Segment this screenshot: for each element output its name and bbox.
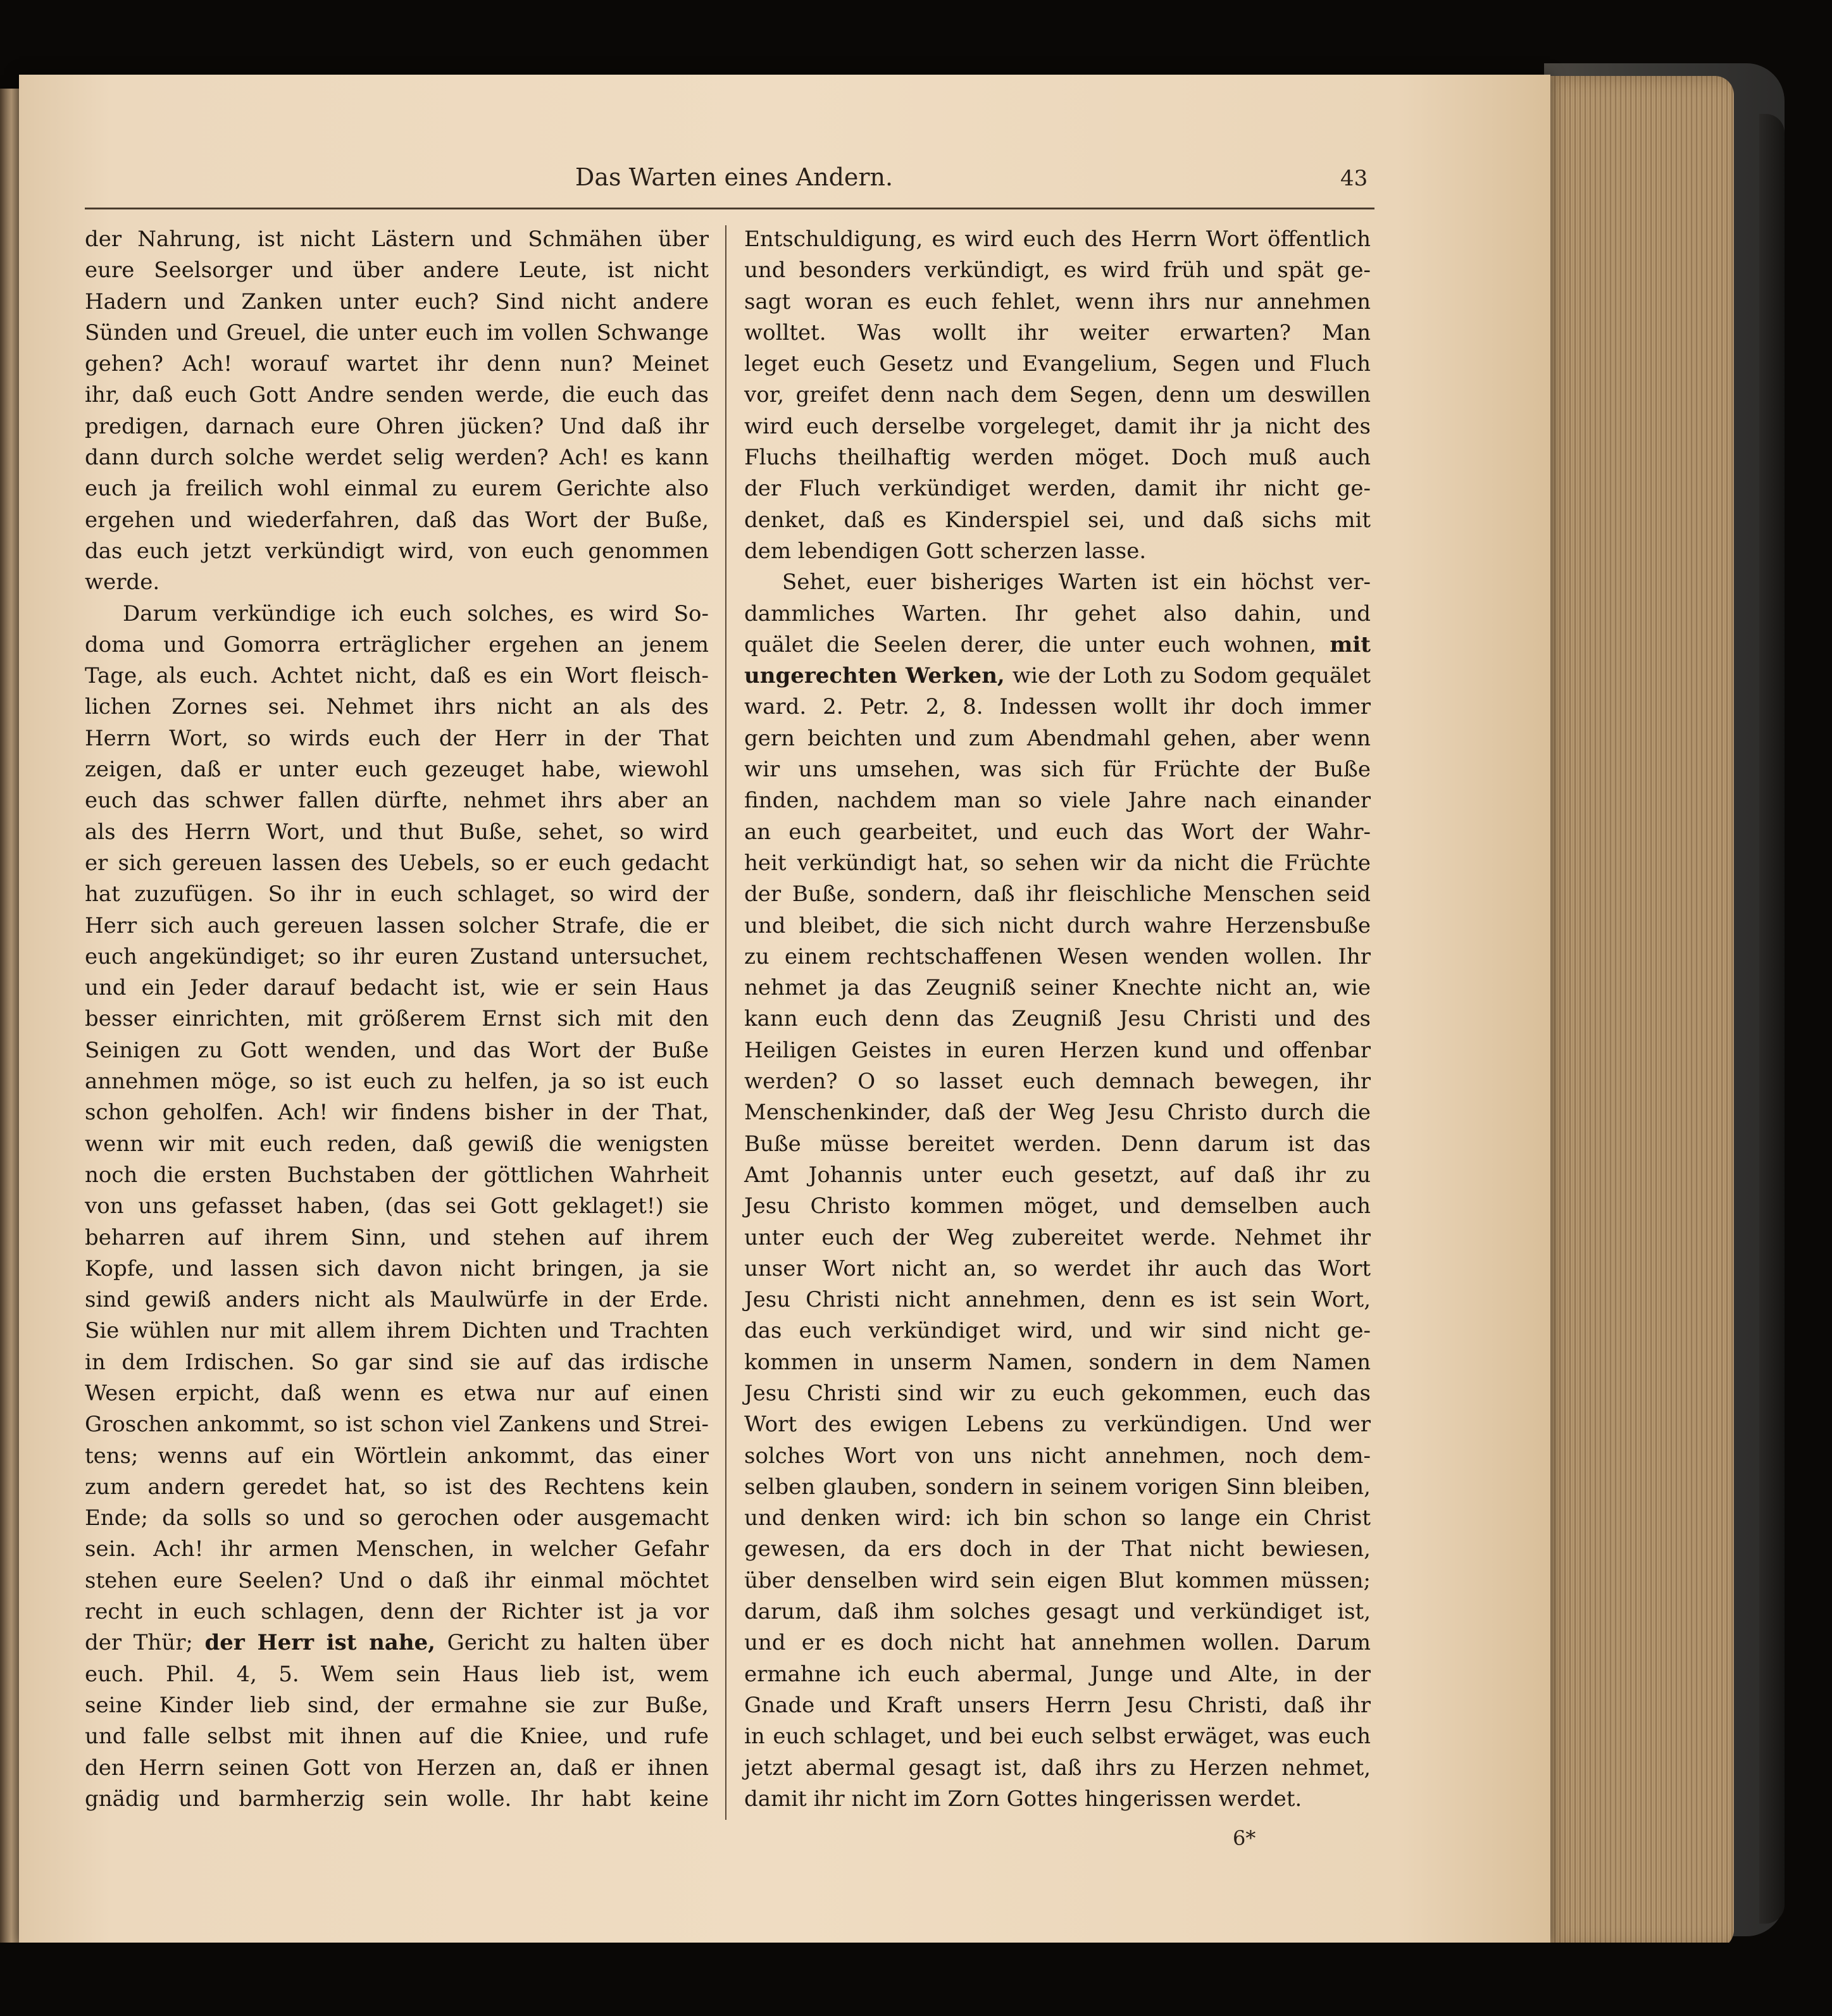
text-line: zum andern geredet hat, so ist des Rechtens kein (85, 1474, 709, 1500)
text-line: Sünden und Greuel, die unter euch im vollen Schwange (85, 320, 709, 345)
right-column (744, 224, 1371, 1815)
text-line: und ein Jeder darauf bedacht ist, wie er sein Haus (85, 975, 709, 1001)
text-line: lichen Zornes sei. Nehmet ihrs nicht an als des (85, 694, 709, 720)
text-line: gehen? Ach! worauf wartet ihr denn nun? Meinet (85, 351, 709, 377)
text-line: selben glauben, sondern in seinem vorigen Sinn bleiben, (744, 1474, 1371, 1500)
text-line: und bleibet, die sich nicht durch wahre Herzensbuße (744, 912, 1371, 938)
text-line: werden? O so lasset euch demnach bewegen, ihr (744, 1069, 1371, 1095)
text-line: gnädig und barmherzig sein wolle. Ihr habt keine (85, 1786, 709, 1812)
text-line: wird euch derselbe vorgeleget, damit ihr ja nicht des (744, 413, 1371, 439)
text-segment: quälet die Seelen derer, die unter euch wohnen, (744, 632, 1317, 657)
text-line: dem lebendigen Gott scherzen lasse. (744, 538, 1147, 564)
text-line-with-emphasis (744, 661, 1371, 692)
text-line: Jesu Christo kommen möget, und demselben auch (744, 1193, 1371, 1219)
text-line: darum, daß ihm solches gesagt und verkündiget ist, (744, 1599, 1371, 1625)
text-line: das euch jetzt verkündigt wird, von euch genommen (85, 538, 709, 564)
text-line: hat zuzufügen. So ihr in euch schlaget, so wird der (85, 881, 709, 907)
text-line: an euch gearbeitet, und euch das Wort der Wahr- (744, 819, 1371, 845)
text-line: euch das schwer fallen dürfte, nehmet ihrs aber an (85, 788, 709, 814)
text-line: Tage, als euch. Achtet nicht, daß es ein Wort fleisch- (85, 663, 709, 689)
text-line: wolltet. Was wollt ihr weiter erwarten? Man (744, 320, 1371, 345)
text-line: der Buße, sondern, daß ihr fleischliche Menschen seid (744, 881, 1371, 907)
text-line: euch angekündiget; so ihr euren Zustand untersuchet, (85, 943, 709, 969)
text-line: Wort des ewigen Lebens zu verkündigen. Und wer (744, 1412, 1371, 1438)
text-line: Hadern und Zanken unter euch? Sind nicht andere (85, 289, 709, 314)
text-line: schon geholfen. Ach! wir findens bisher in der That, (85, 1100, 709, 1126)
background-bottom (0, 1943, 1832, 2016)
text-line: Groschen ankommt, so ist schon viel Zankens und Strei- (85, 1412, 709, 1438)
text-line: Darum verkündige ich euch solches, es wird So- (123, 600, 709, 626)
text-line: Seinigen zu Gott wenden, und das Wort der Buße (85, 1037, 709, 1063)
text-line: kommen in unserm Namen, sondern in dem Namen (744, 1349, 1371, 1375)
left-column (85, 224, 709, 1815)
text-line: wir uns umsehen, was sich für Früchte der Buße (744, 757, 1371, 783)
text-line: Sehet, euer bisheriges Warten ist ein höchst ver- (782, 569, 1371, 595)
text-line: jetzt abermal gesagt ist, daß ihrs zu Herzen nehmet, (744, 1755, 1371, 1781)
text-line: Herr sich auch gereuen lassen solcher Strafe, die er (85, 912, 709, 938)
facing-page-edge (0, 89, 19, 1962)
text-line: sind gewiß anders nicht als Maulwürfe in der Erde. (85, 1287, 709, 1313)
text-line: von uns gefasset haben, (das sei Gott geklaget!) sie (85, 1193, 709, 1219)
text-line: dammliches Warten. Ihr gehet also dahin, und (744, 600, 1371, 626)
running-header-title: Das Warten eines Andern. (575, 163, 894, 191)
text-line: unter euch der Weg zubereitet werde. Nehmet ihr (744, 1224, 1371, 1250)
text-line: Jesu Christi sind wir zu euch gekommen, euch das (744, 1380, 1371, 1406)
text-line: heit verkündigt hat, so sehen wir da nicht die Früchte (744, 850, 1371, 876)
text-line: predigen, darnach eure Ohren jücken? Und daß ihr (85, 413, 709, 439)
column-divider (725, 225, 726, 1820)
text-segment: der Thür; (85, 1630, 193, 1656)
text-line: finden, nachdem man so viele Jahre nach einander (744, 788, 1371, 814)
text-line: der Nahrung, ist nicht Lästern und Schmähen über (85, 227, 709, 252)
text-line: Menschenkinder, daß der Weg Jesu Christo durch die (744, 1100, 1371, 1126)
text-line: denket, daß es Kinderspiel sei, und daß sichs mit (744, 507, 1371, 533)
text-line: unser Wort nicht an, so werdet ihr auch das Wort (744, 1255, 1371, 1281)
page-number: 43 (1340, 166, 1368, 191)
text-line: besser einrichten, mit größerem Ernst sich mit den (85, 1006, 709, 1032)
header-rule (85, 208, 1374, 209)
text-line: ergehen und wiederfahren, daß das Wort der Buße, (85, 507, 709, 533)
text-line: beharren auf ihrem Sinn, und stehen auf ihrem (85, 1224, 709, 1250)
text-line: dann durch solche werdet selig werden? Ach! es kann (85, 445, 709, 471)
signature-mark: 6* (1233, 1826, 1256, 1850)
text-line: und er es doch nicht hat annehmen wollen. Darum (744, 1630, 1371, 1656)
text-line-with-emphasis (85, 1627, 709, 1658)
text-line: und falle selbst mit ihnen auf die Kniee, und rufe (85, 1724, 709, 1750)
text-line: Wesen erpicht, daß wenn es etwa nur auf einen (85, 1380, 709, 1406)
text-line: solches Wort von uns nicht annehmen, noch dem- (744, 1443, 1371, 1469)
text-line: annehmen möge, so ist euch zu helfen, ja so ist euch (85, 1069, 709, 1095)
text-line: damit ihr nicht im Zorn Gottes hingerissen werdet. (744, 1786, 1302, 1812)
text-line: Buße müsse bereitet werden. Denn darum ist das (744, 1131, 1371, 1157)
text-line: Entschuldigung, es wird euch des Herrn Wort öffentlich (744, 227, 1371, 252)
text-line: nehmet ja das Zeugniß seiner Knechte nicht an, wie (744, 975, 1371, 1001)
text-line: tens; wenns auf ein Wörtlein ankommt, das einer (85, 1443, 709, 1469)
emphasis-text: ungerechten Werken, (744, 663, 1005, 689)
book-cover-edge (1759, 114, 1785, 1924)
text-line: ward. 2. Petr. 2, 8. Indessen wollt ihr doch immer (744, 694, 1371, 720)
text-line: über denselben wird sein eigen Blut kommen müssen; (744, 1567, 1371, 1593)
text-line: noch die ersten Buchstaben der göttlichen Wahrheit (85, 1162, 709, 1188)
text-line: doma und Gomorra erträglicher ergehen an jenem (85, 632, 709, 657)
text-line: seine Kinder lieb sind, der ermahne sie zur Buße, (85, 1692, 709, 1718)
text-line: in euch schlaget, und bei euch selbst erwäget, was euch (744, 1724, 1371, 1750)
text-line: kann euch denn das Zeugniß Jesu Christi und des (744, 1006, 1371, 1032)
text-line: ermahne ich euch abermal, Junge und Alte, in der (744, 1661, 1371, 1687)
text-line: Herrn Wort, so wirds euch der Herr in der That (85, 725, 709, 751)
text-line: Fluchs theilhaftig werden möget. Doch muß auch (744, 445, 1371, 471)
text-line: Kopfe, und lassen sich davon nicht bringen, ja sie (85, 1255, 709, 1281)
text-line: als des Herrn Wort, und thut Buße, sehet, so wird (85, 819, 709, 845)
text-line: Jesu Christi nicht annehmen, denn es ist sein Wort, (744, 1287, 1371, 1313)
text-line: wenn wir mit euch reden, daß gewiß die wenigsten (85, 1131, 709, 1157)
text-line: das euch verkündiget wird, und wir sind nicht ge- (744, 1318, 1371, 1344)
text-line-with-emphasis (744, 630, 1371, 661)
page-block-edges (1531, 76, 1734, 1949)
text-line: gern beichten und zum Abendmahl gehen, aber wenn (744, 725, 1371, 751)
text-line: vor, greifet denn nach dem Segen, denn um deswillen (744, 382, 1371, 408)
text-line: euch ja freilich wohl einmal zu eurem Gerichte also (85, 476, 709, 502)
text-line: sagt woran es euch fehlet, wenn ihrs nur annehmen (744, 289, 1371, 314)
text-line: Amt Johannis unter euch gesetzt, auf daß ihr zu (744, 1162, 1371, 1188)
text-line: ihr, daß euch Gott Andre senden werde, die euch das (85, 382, 709, 408)
text-line: in dem Irdischen. So gar sind sie auf das irdische (85, 1349, 709, 1375)
text-line: zu einem rechtschaffenen Wesen wenden wollen. Ihr (744, 943, 1371, 969)
text-line: Gnade und Kraft unsers Herrn Jesu Christi, daß ihr (744, 1692, 1371, 1718)
text-line: werde. (85, 569, 160, 595)
text-line: stehen eure Seelen? Und o daß ihr einmal möchtet (85, 1567, 709, 1593)
emphasis-text: mit (1330, 632, 1371, 657)
text-segment: Gericht zu halten über (447, 1630, 709, 1656)
text-line: Ende; da solls so und so gerochen oder ausgemacht (85, 1505, 709, 1531)
text-line: euch. Phil. 4, 5. Wem sein Haus lieb ist, wem (85, 1661, 709, 1687)
text-line: Sie wühlen nur mit allem ihrem Dichten und Trachten (85, 1318, 709, 1344)
text-line: den Herrn seinen Gott von Herzen an, daß er ihnen (85, 1755, 709, 1781)
text-line: eure Seelsorger und über andere Leute, ist nicht (85, 258, 709, 283)
text-line: recht in euch schlagen, denn der Richter ist ja vor (85, 1599, 709, 1625)
text-line: Heiligen Geistes in euren Herzen kund und offenbar (744, 1037, 1371, 1063)
text-line: leget euch Gesetz und Evangelium, Segen und Fluch (744, 351, 1371, 377)
text-line: gewesen, da ers doch in der That nicht bewiesen, (744, 1536, 1371, 1562)
text-line: er sich gereuen lassen des Uebels, so er euch gedacht (85, 850, 709, 876)
text-line: und denken wird: ich bin schon so lange ein Christ (744, 1505, 1371, 1531)
text-line: und besonders verkündigt, es wird früh und spät ge- (744, 258, 1371, 283)
text-line: der Fluch verkündiget werden, damit ihr nicht ge- (744, 476, 1371, 502)
text-line: sein. Ach! ihr armen Menschen, in welcher Gefahr (85, 1536, 709, 1562)
emphasis-text: der Herr ist nahe, (204, 1630, 436, 1656)
text-line: zeigen, daß er unter euch gezeuget habe, wiewohl (85, 757, 709, 783)
text-segment: wie der Loth zu Sodom gequälet (1012, 663, 1371, 689)
